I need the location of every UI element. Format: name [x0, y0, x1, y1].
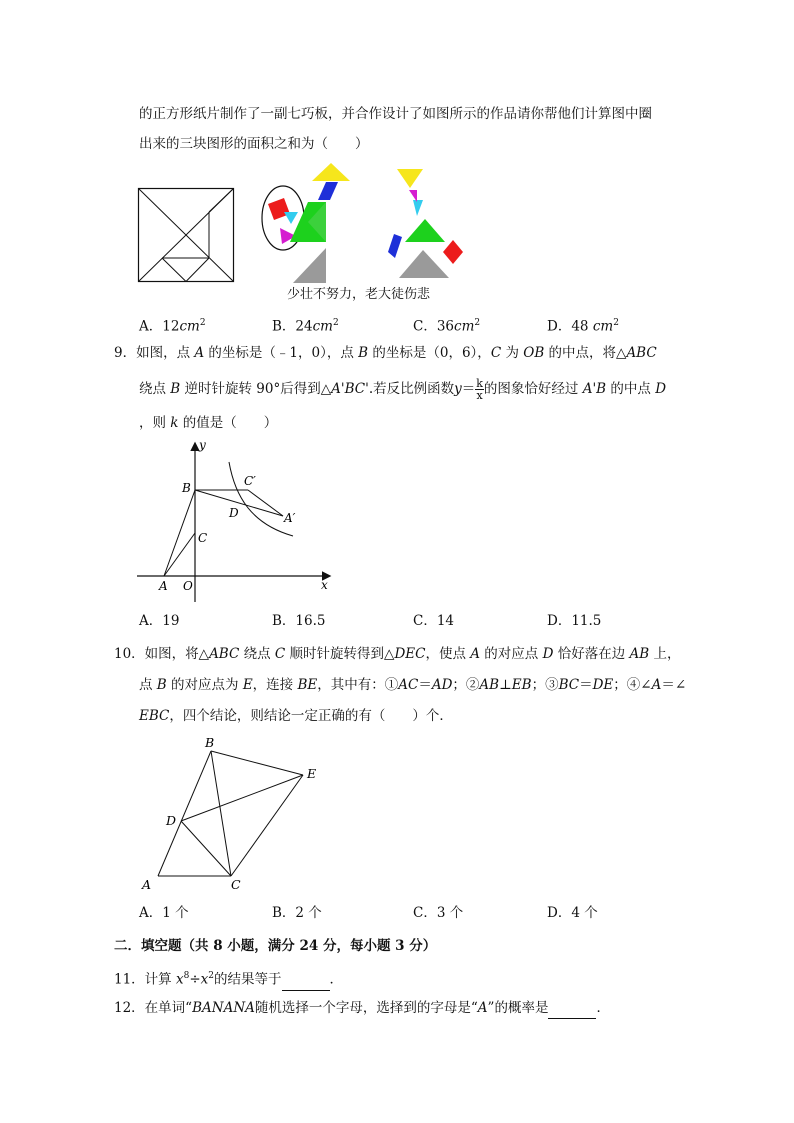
fig-label-c: C: [198, 531, 208, 545]
fig-label-d: D: [229, 506, 239, 520]
fig-label-a: A: [159, 579, 168, 593]
tangram-figure-1: [260, 160, 360, 286]
tangram-square-figure: [137, 187, 235, 283]
q9-line1: 9．如图，点 A 的坐标是（﹣1，0），点 B 的坐标是（0，6），C 为 OB 的中点，将△ABC: [114, 345, 657, 361]
fig10-label-d: D: [166, 813, 177, 828]
fig-label-a-prime: A′: [284, 511, 296, 525]
fig-label-o: O: [183, 579, 193, 593]
q10-option-b: B．2 个: [272, 905, 322, 921]
tangram-figure-2: [383, 162, 469, 280]
q8-option-c: C．$36cm^2$: [413, 318, 481, 335]
q12-answer-blank[interactable]: [548, 998, 596, 1019]
fig10-label-b: B: [205, 735, 215, 750]
q10-option-d: D．4 个: [547, 905, 598, 921]
q8-caption: 少壮不努力，老大徒伤悲: [287, 287, 431, 302]
q8-option-a: A．$12cm^2$: [139, 318, 206, 335]
q8-option-b: B．$24cm^2$: [272, 318, 339, 335]
fig-label-x: x: [321, 578, 328, 592]
q8-line1: 的正方形纸片制作了一副七巧板，并合作设计了如图所示的作品请你帮他们计算图中圈: [139, 106, 652, 122]
q11-answer-blank[interactable]: [282, 970, 330, 991]
q10-line1: 10．如图，将△ABC 绕点 C 顺时针旋转得到△DEC，使点 A 的对应点 D 恰好落在边 AB 上，: [114, 646, 681, 662]
fig10-label-e: E: [307, 766, 317, 781]
q10-line2: 点 B 的对应点为 E，连接 BE，其中有：①AC＝AD；②AB⊥EB；③BC＝DE；④∠A＝∠: [139, 677, 687, 693]
q9-line3: ，则 k 的值是（ ）: [139, 415, 278, 431]
fig-label-y: y: [199, 438, 206, 452]
q8-option-d: D．48 $cm^2$: [547, 318, 619, 335]
fig10-label-a: A: [142, 877, 152, 892]
q9-line2: 绕点 B 逆时针旋转 90°后得到△A'BC'.若反比例函数y＝ $\frac{k}{x}$ 的图象恰好经过 A'B 的中点 D: [139, 377, 667, 402]
section-heading-fill-in: 二．填空题（共 8 小题，满分 24 分，每小题 3 分）: [114, 938, 437, 954]
q9-option-a: A．19: [139, 613, 180, 629]
q12-line: 12．在单词“BANANA随机选择一个字母，选择到的字母是“A”的概率是 ．: [114, 998, 610, 1019]
q11-line: 11．计算 $x^8\div x^2$的结果等于 ．: [114, 966, 343, 991]
q10-option-c: C．3 个: [413, 905, 464, 921]
q9-option-b: B．16.5: [272, 613, 326, 629]
q10-line3: EBC，四个结论，则结论一定正确的有（ ）个．: [139, 708, 453, 724]
q9-coordinate-figure: [133, 436, 343, 606]
q10-option-a: A．1 个: [139, 905, 189, 921]
q10-rotation-figure: [136, 733, 326, 895]
fig10-label-c: C: [231, 877, 241, 892]
fig-label-b: B: [182, 481, 191, 495]
q9-option-c: C．14: [413, 613, 455, 629]
q8-line2: 出来的三块图形的面积之和为（ ）: [139, 136, 369, 152]
q9-option-d: D．11.5: [547, 613, 602, 629]
fig-label-c-prime: C′: [244, 474, 256, 488]
k-over-x-fraction: $\frac{k}{x}$: [476, 377, 483, 402]
